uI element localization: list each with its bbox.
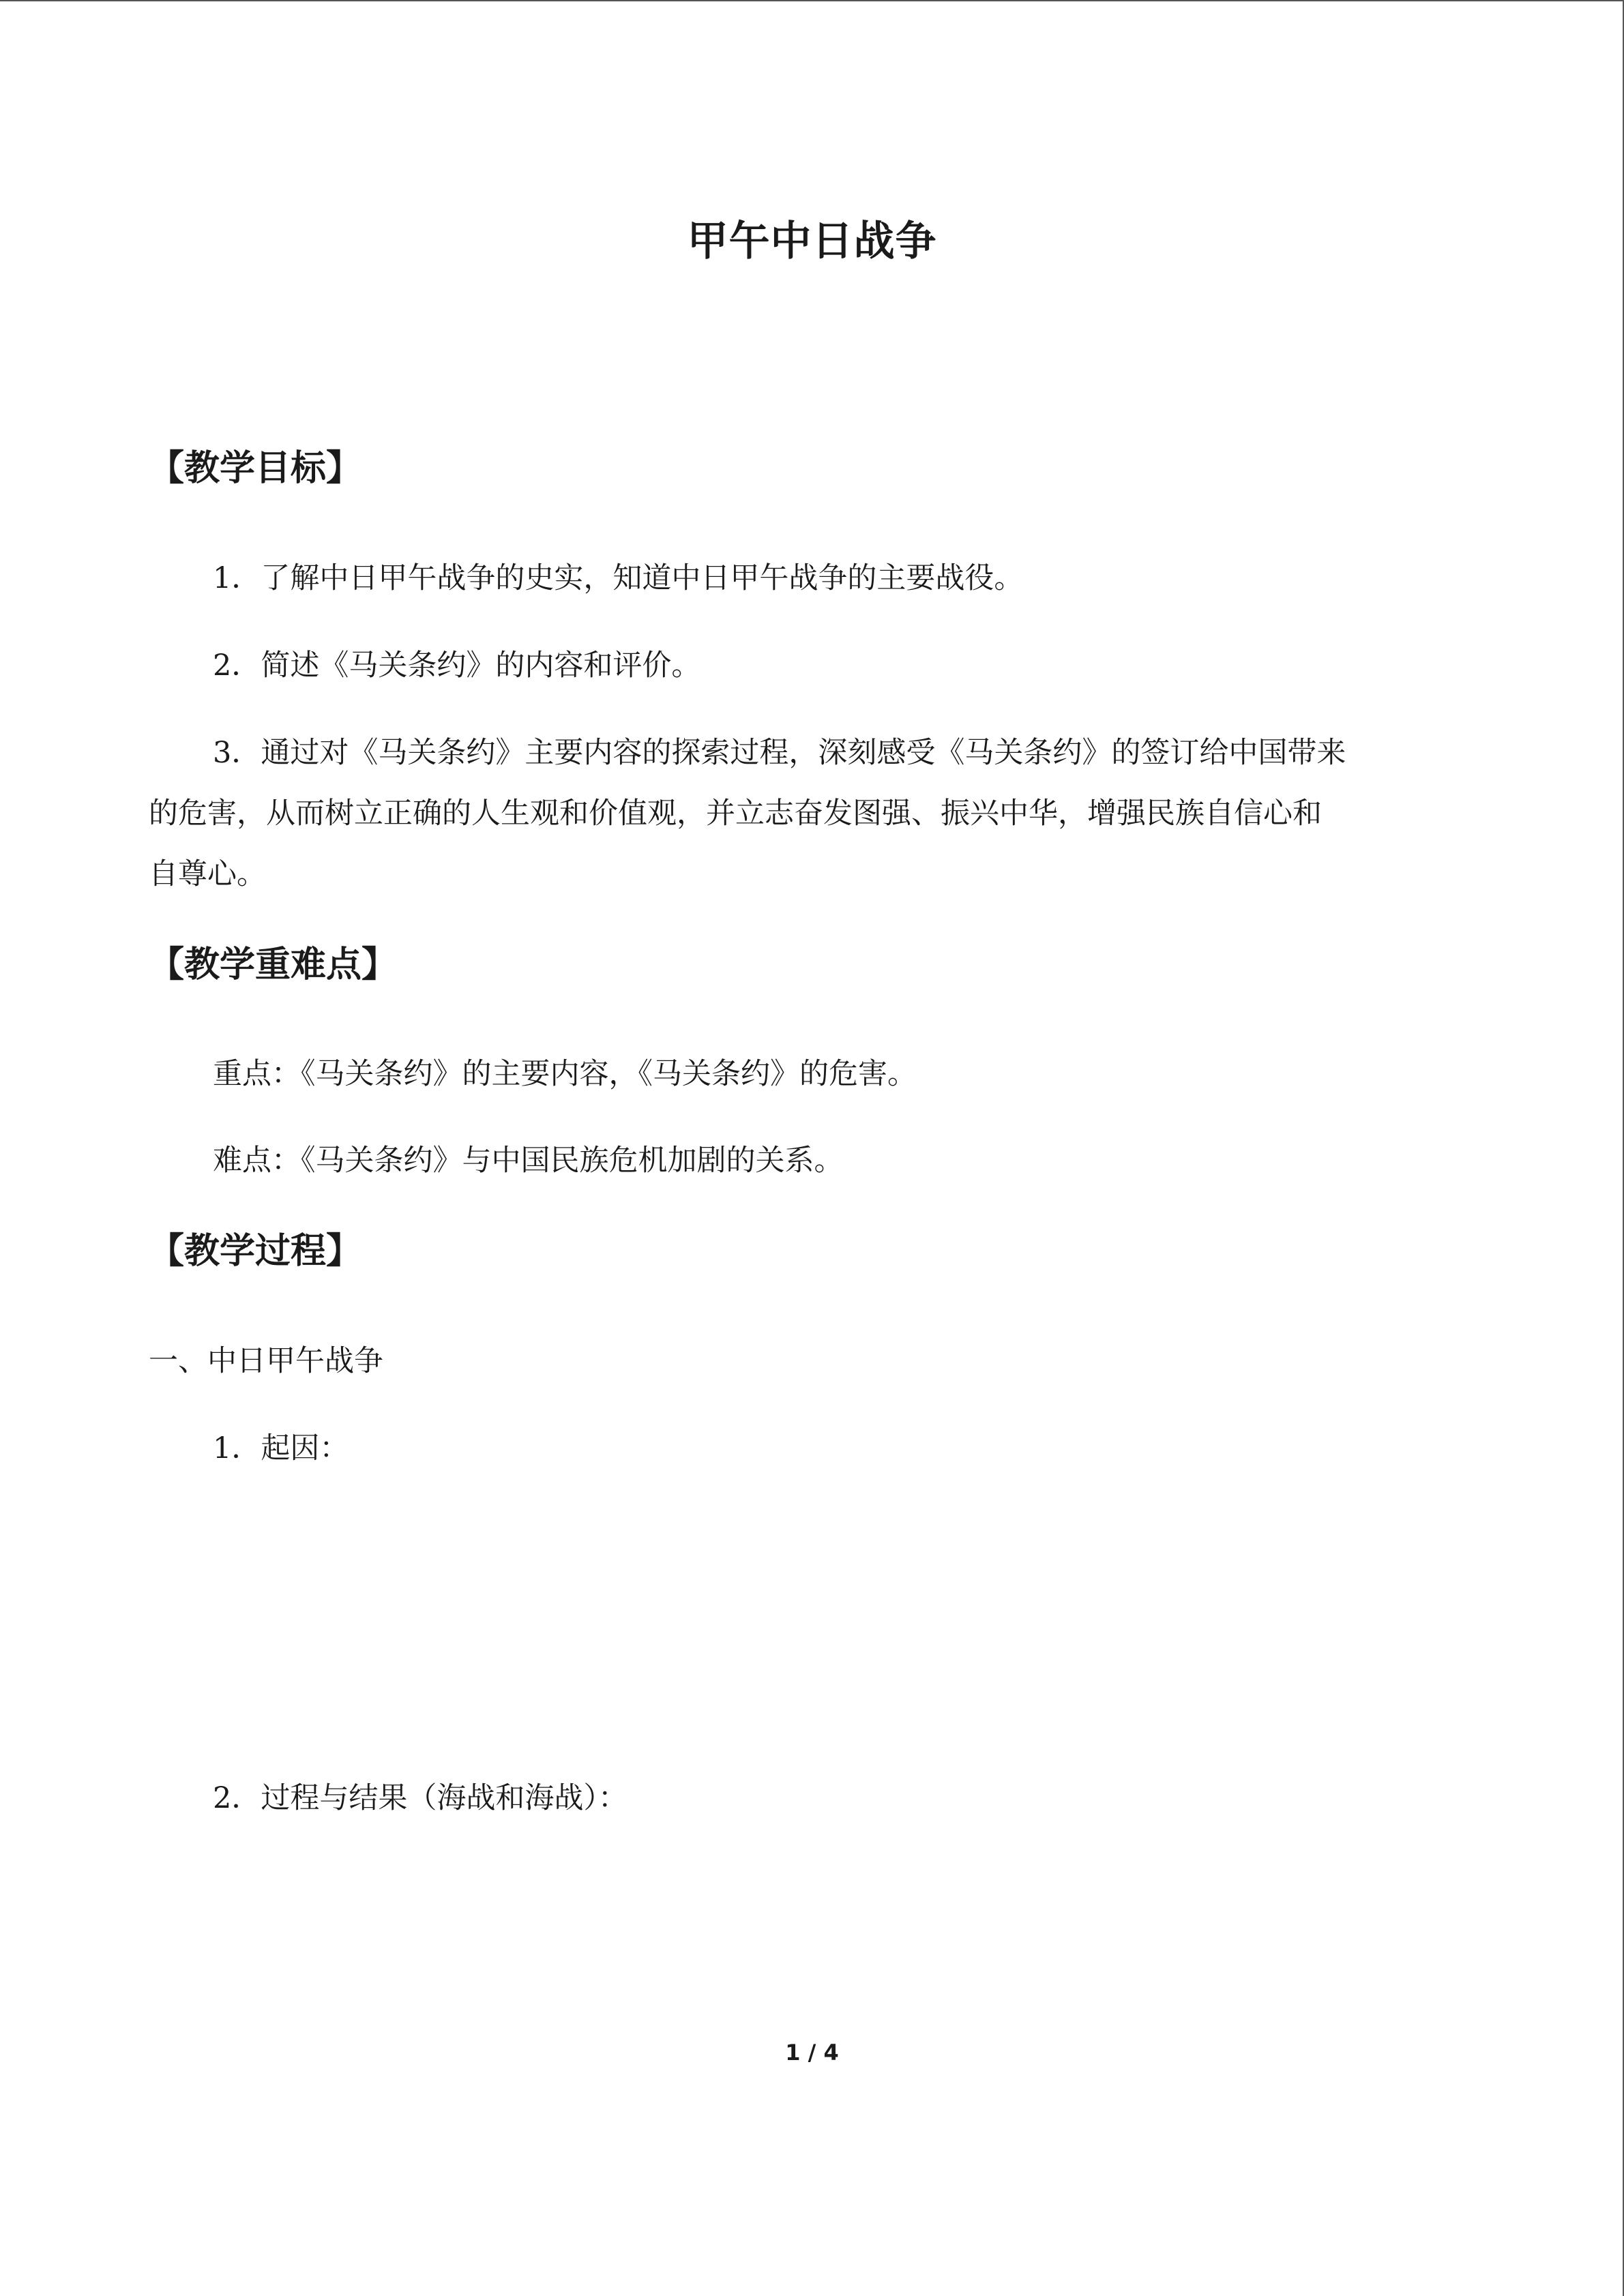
page-number: 1 / 4 xyxy=(785,2040,839,2066)
key-point-text: 重点：《马关条约》的主要内容，《马关条约》的危害。 xyxy=(213,1057,917,1091)
process-cause: 1．起因： xyxy=(213,1431,349,1465)
section-heading-goals: 【教学目标】 xyxy=(149,448,362,489)
goal-item-3-line-3: 自尊心。 xyxy=(149,857,266,891)
process-course: 2．过程与结果（海战和海战）： xyxy=(213,1781,628,1815)
goal-item-2: 2．简述《马关条约》的内容和评价。 xyxy=(213,648,701,683)
process-part-1: 一、中日甲午战争 xyxy=(149,1344,383,1378)
section-heading-process: 【教学过程】 xyxy=(149,1231,362,1272)
document-title: 甲午中日战争 xyxy=(687,218,937,265)
goal-item-3-line-2: 的危害，从而树立正确的人生观和价值观，并立志奋发图强、振兴中华，增强民族自信心和 xyxy=(149,796,1322,831)
goal-item-3-line-1: 3．通过对《马关条约》主要内容的探索过程，深刻感受《马关条约》的签订给中国带来 xyxy=(213,736,1346,770)
goal-item-3 xyxy=(149,723,1486,905)
difficult-point-text: 难点：《马关条约》与中国民族危机加剧的关系。 xyxy=(213,1144,844,1178)
goal-item-1: 1．了解中日甲午战争的史实，知道中日甲午战争的主要战役。 xyxy=(213,561,1024,595)
section-heading-key-points: 【教学重难点】 xyxy=(149,944,398,985)
